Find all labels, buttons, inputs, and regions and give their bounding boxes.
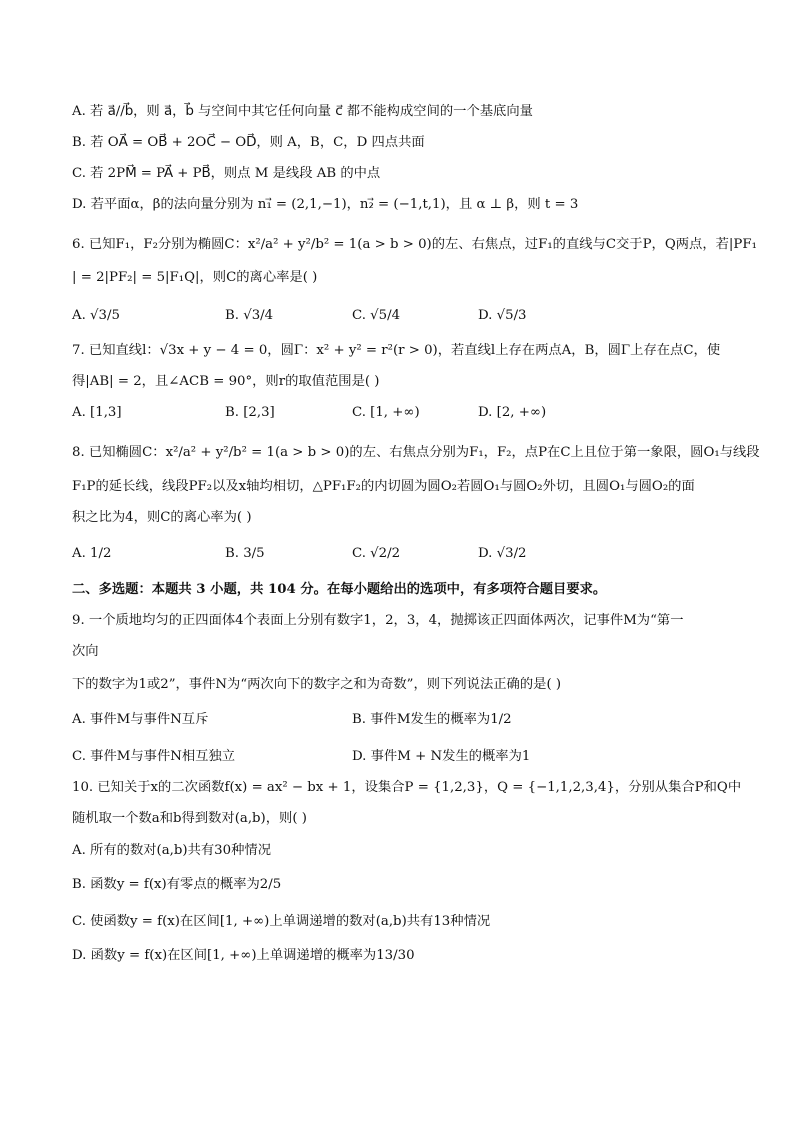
q6-stem-line-1: 6. 已知F₁，F₂分别为椭圆C：x²/a² + y²/b² = 1(a > b > 0)的左、右焦点，过F₁的直线与C交于P，Q两点，若|PF₁ (72, 237, 757, 252)
q7-option-d: D. [2, +∞) (478, 405, 547, 420)
q9-option-d: D. 事件M + N发生的概率为1 (352, 749, 531, 764)
q7-stem-line-2: 得|AB| = 2，且∠ACB = 90°，则r的取值范围是( ) (72, 374, 380, 389)
q8-option-a: A. 1/2 (72, 546, 112, 561)
q9-stem-line-2: 次向 (72, 644, 99, 659)
q7-option-a: A. [1,3] (72, 405, 122, 420)
q8-option-c: C. √2/2 (352, 546, 401, 561)
section-2-heading: 二、多选题：本题共 3 小题，共 104 分。在每小题给出的选项中，有多项符合题目要求。 (72, 582, 607, 597)
q7-stem-line-1: 7. 已知直线l：√3x + y − 4 = 0，圆Γ：x² + y² = r²(r > 0)，若直线l上存在两点A，B，圆Γ上存在点C，使 (72, 343, 721, 358)
q8-option-b: B. 3/5 (225, 546, 265, 561)
q8-stem-line-3: 积之比为4，则C的离心率为( ) (72, 510, 252, 525)
q9-stem-line-3: 下的数字为1或2”，事件N为“两次向下的数字之和为奇数”，则下列说法正确的是( ) (72, 677, 562, 692)
q10-stem-line-2: 随机取一个数a和b得到数对(a,b)，则( ) (72, 811, 307, 826)
q9-option-a: A. 事件M与事件N互斥 (72, 712, 209, 727)
q8-option-d: D. √3/2 (478, 546, 527, 561)
q5-option-a: A. 若 a⃗//b⃗，则 a⃗，b⃗ 与空间中其它任何向量 c⃗ 都不能构成空间的一个基底向量 (72, 104, 533, 119)
q10-option-a: A. 所有的数对(a,b)共有30种情况 (72, 843, 271, 858)
q6-option-d: D. √5/3 (478, 308, 527, 323)
q10-option-d: D. 函数y = f(x)在区间[1, +∞)上单调递增的概率为13/30 (72, 948, 415, 963)
q6-option-b: B. √3/4 (225, 308, 274, 323)
q9-stem-line-1: 9. 一个质地均匀的正四面体4个表面上分别有数字1，2，3，4，抛掷该正四面体两次，记事件M为“第一 (72, 613, 684, 628)
q7-option-b: B. [2,3] (225, 405, 275, 420)
q6-option-c: C. √5/4 (352, 308, 401, 323)
q10-stem-line-1: 10. 已知关于x的二次函数f(x) = ax² − bx + 1，设集合P = {1,2,3}，Q = {−1,1,2,3,4}，分别从集合P和Q中 (72, 780, 742, 795)
q10-option-c: C. 使函数y = f(x)在区间[1, +∞)上单调递增的数对(a,b)共有13种情况 (72, 914, 491, 929)
q5-option-b: B. 若 OA⃗ = OB⃗ + 2OC⃗ − OD⃗，则 A，B，C，D 四点共面 (72, 135, 425, 150)
q8-stem-line-1: 8. 已知椭圆C：x²/a² + y²/b² = 1(a > b > 0)的左、右焦点分别为F₁，F₂，点P在C上且位于第一象限，圆O₁与线段 (72, 445, 760, 460)
q6-stem-line-2: | = 2|PF₂| = 5|F₁Q|，则C的离心率是( ) (72, 270, 318, 285)
q7-option-c: C. [1, +∞) (352, 405, 420, 420)
q10-option-b: B. 函数y = f(x)有零点的概率为2/5 (72, 877, 282, 892)
q5-option-d: D. 若平面α，β的法向量分别为 n₁⃗ = (2,1,−1)，n₂⃗ = (−1,t,1)，且 α ⊥ β，则 t = 3 (72, 197, 579, 212)
q9-option-c: C. 事件M与事件N相互独立 (72, 749, 236, 764)
q8-stem-line-2: F₁P的延长线，线段PF₂以及x轴均相切，△PF₁F₂的内切圆为圆O₂若圆O₁与圆O₂外切，且圆O₁与圆O₂的面 (72, 479, 695, 494)
q6-option-a: A. √3/5 (72, 308, 120, 323)
q9-option-b: B. 事件M发生的概率为1/2 (352, 712, 512, 727)
q5-option-c: C. 若 2PM⃗ = PA⃗ + PB⃗，则点 M 是线段 AB 的中点 (72, 166, 381, 181)
